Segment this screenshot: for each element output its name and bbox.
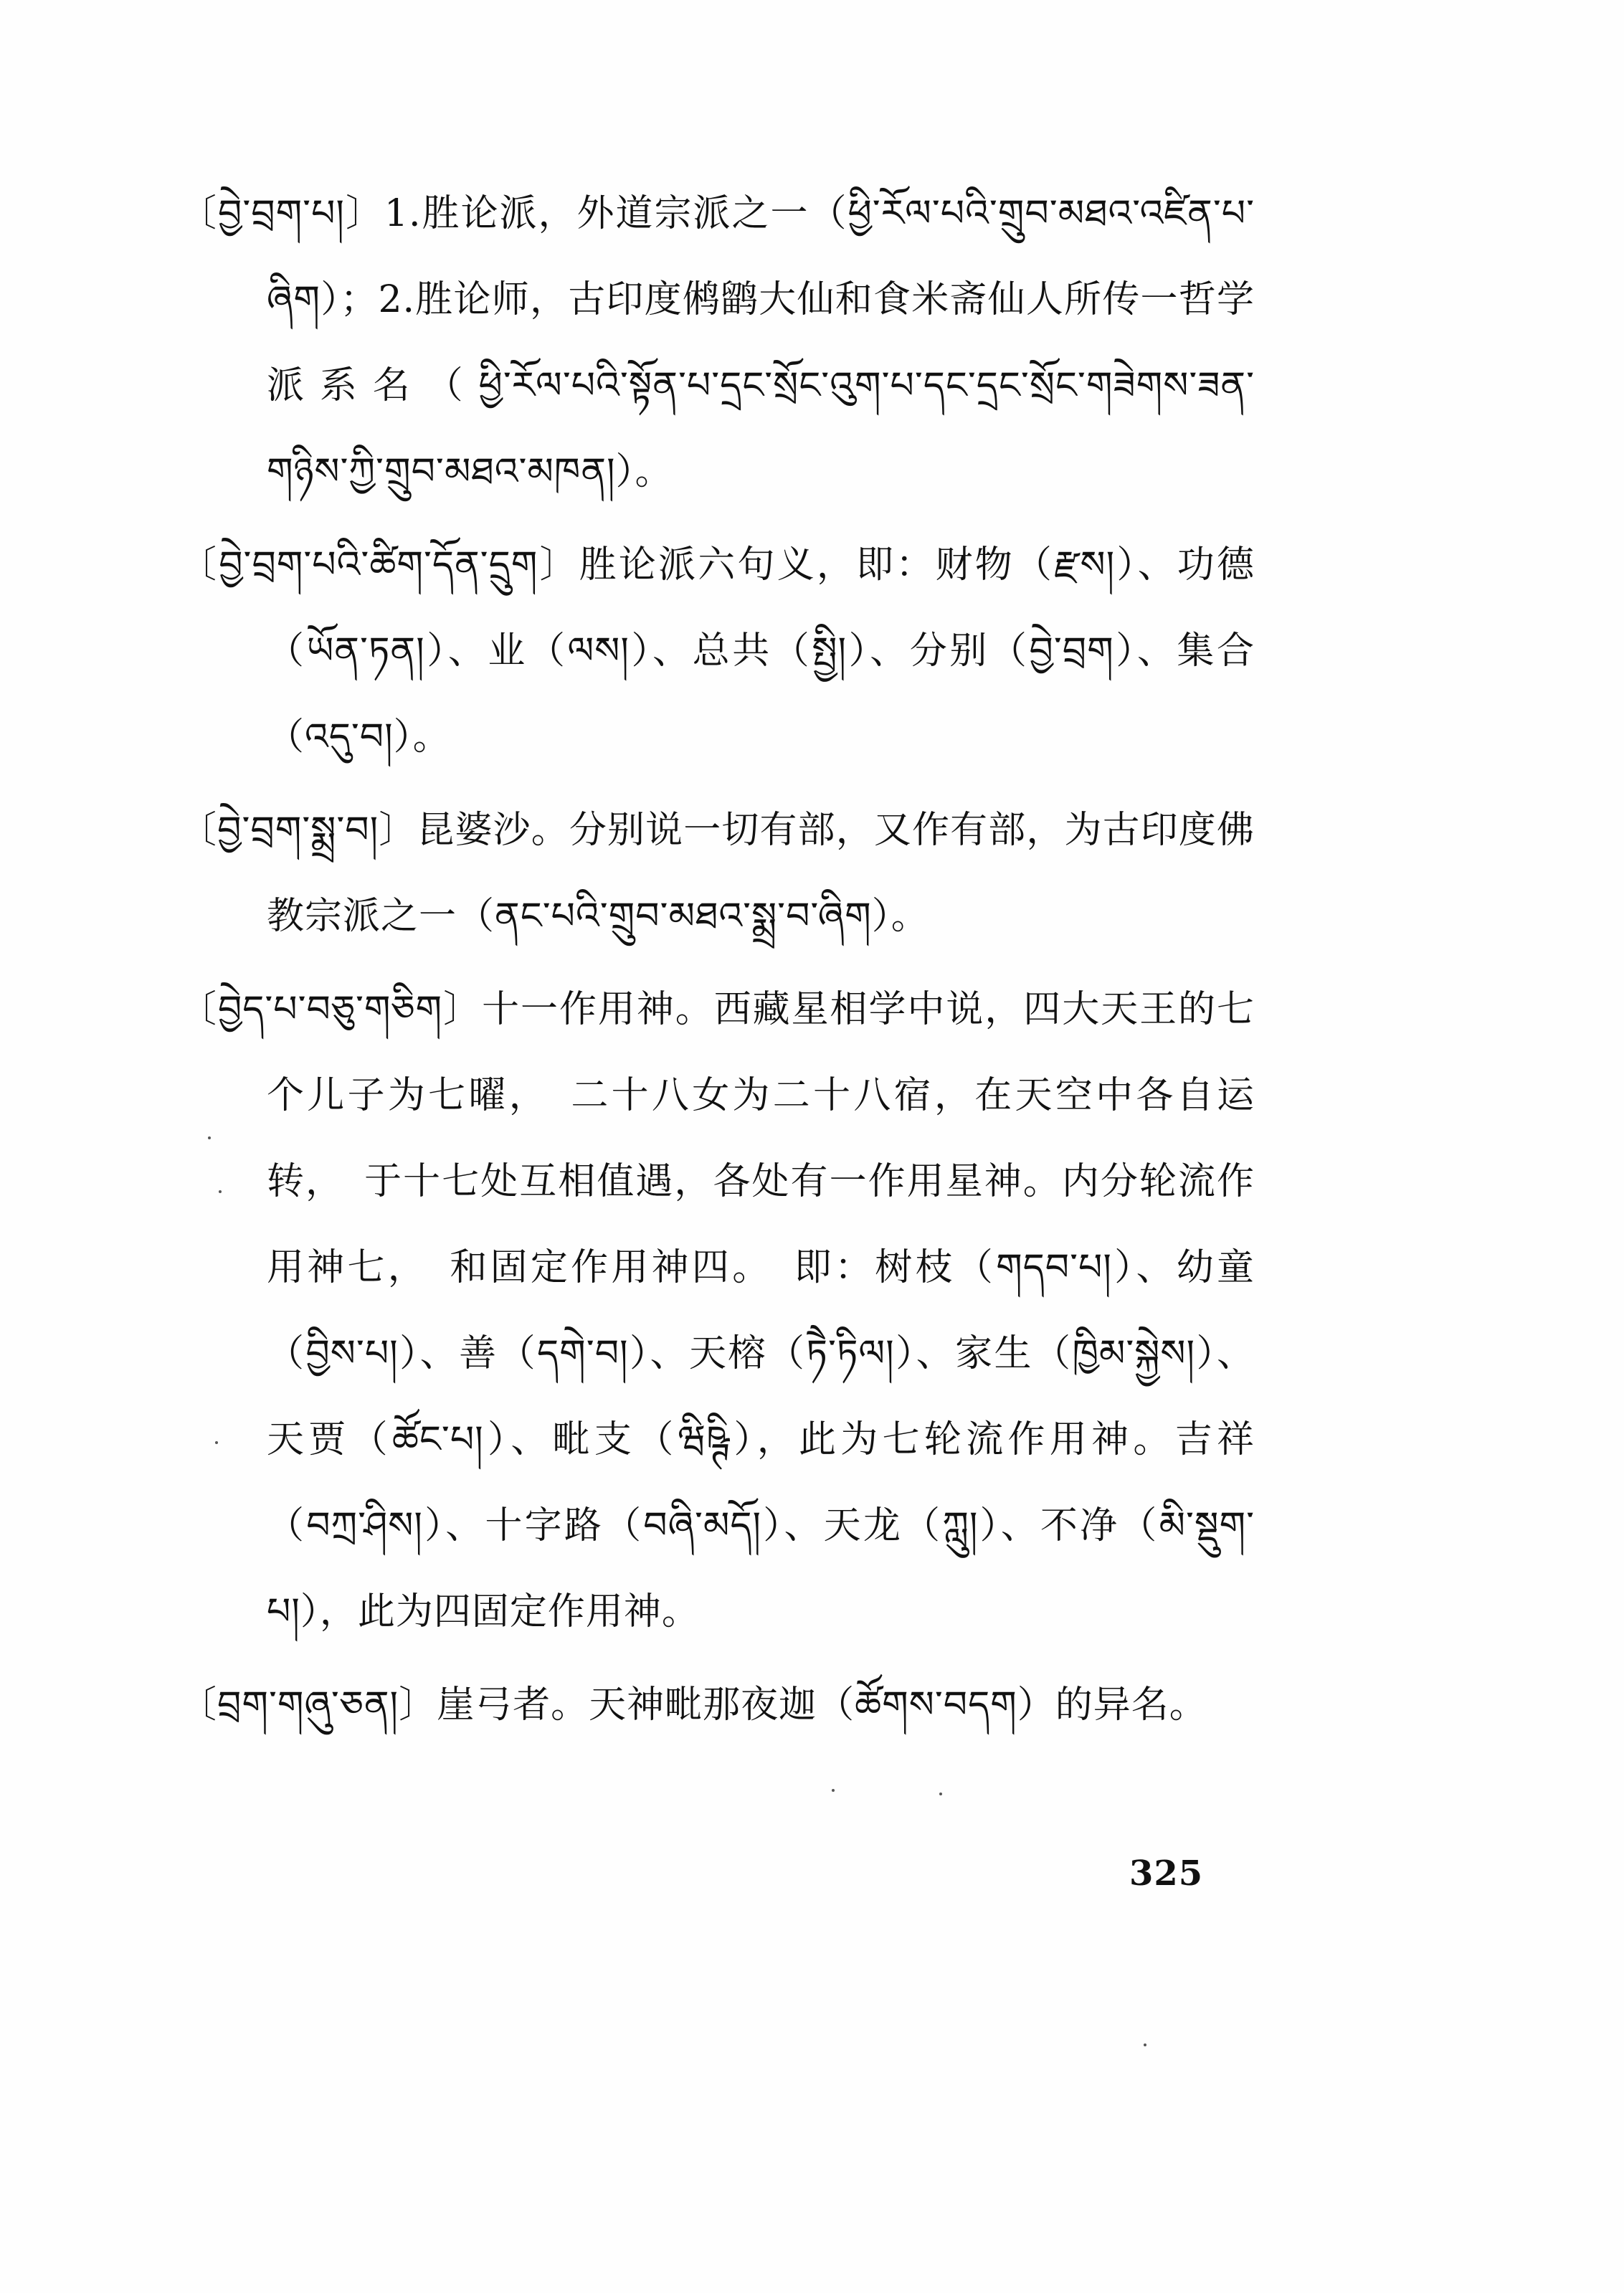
- dictionary-entry: [179, 1662, 1255, 1748]
- dictionary-entry: [179, 171, 1255, 515]
- scan-speck: [1144, 2043, 1146, 2046]
- entries-list: [179, 171, 1255, 1755]
- entry-headword: 〔བྱེ་བྲག་པའི་ཚིག་དོན་དྲུག〕: [179, 543, 579, 587]
- entry-headword: 〔བྱེ་བྲག་སྨྲ་བ།〕: [179, 809, 417, 852]
- entry-headword: 〔བྱེ་བྲག་པ།〕: [179, 192, 384, 235]
- scan-speck: [215, 1441, 218, 1444]
- dictionary-entry: [179, 787, 1255, 959]
- scan-speck: [208, 1136, 211, 1139]
- entry-definition: 1.胜论派，外道宗派之一（ཕྱི་རོལ་པའི་གྲུབ་མཐའ་འཛིན་པ་ཞིག）；2.胜论师，古印度鸺鹠大仙和食米斋仙人所传一哲学派系名（ཕྱི་རོལ་པའི་སྟོན་པ་དྲང་སྲོང་འུག་པ་དང་དྲང་སྲོང་གཟེགས་ཟན་གཉིས་ཀྱི་གྲུབ་མཐའ་མཁན།）。: [267, 192, 1255, 493]
- entry-definition: 崖弓者。天神毗那夜迦（ཚོགས་བདག）的异名。: [437, 1684, 1207, 1727]
- page-number: 325: [1129, 1853, 1204, 1894]
- dictionary-entry: [179, 967, 1255, 1655]
- entry-headword: 〔བྲག་གཞུ་ཅན།〕: [179, 1684, 437, 1727]
- entry-headword: 〔བྱེད་པ་བཅུ་གཅིག〕: [179, 988, 483, 1031]
- entry-definition: 胜论派六句义，即：财物（རྫས།）、功德（ཡོན་ཏན།）、业（ལས།）、总共（སྤྱི།）、分别（བྱེ་བྲག）、集合（འདུ་བ།）。: [267, 543, 1255, 759]
- scan-speck: [832, 1789, 835, 1792]
- dictionary-entry: [179, 522, 1255, 780]
- entry-definition: 昆婆沙。分别说一切有部，又作有部，为古印度佛教宗派之一（ནང་པའི་གྲུབ་མཐའ་སྨྲ་བ་ཞིག）。: [267, 809, 1255, 938]
- scan-speck: [939, 1793, 942, 1795]
- entry-definition: 十一作用神。西藏星相学中说，四大天王的七个儿子为七曜， 二十八女为二十八宿，在天空中各自运转， 于十七处互相值遇，各处有一作用星神。内分轮流作用神七， 和固定作用神四。 即：树枝（གདབ་པ།）、幼童（བྱིས་པ།）、善（དགེ་བ།）、天榕（ཏཻ་ཏིལ།）、家生（ཁྱིམ་སྐྱེས།）、天贾（ཚོང་པ།）、毗支（ཝིཥྚི），此为七轮流作用神。吉祥（བཀྲ་ཤིས།）、十字路（བཞི་མདོ།）、天龙（ཀླུ།）、不净（མི་སྡུག་པ།），此为四固定作用神。: [267, 988, 1255, 1633]
- scan-speck: [219, 1190, 222, 1193]
